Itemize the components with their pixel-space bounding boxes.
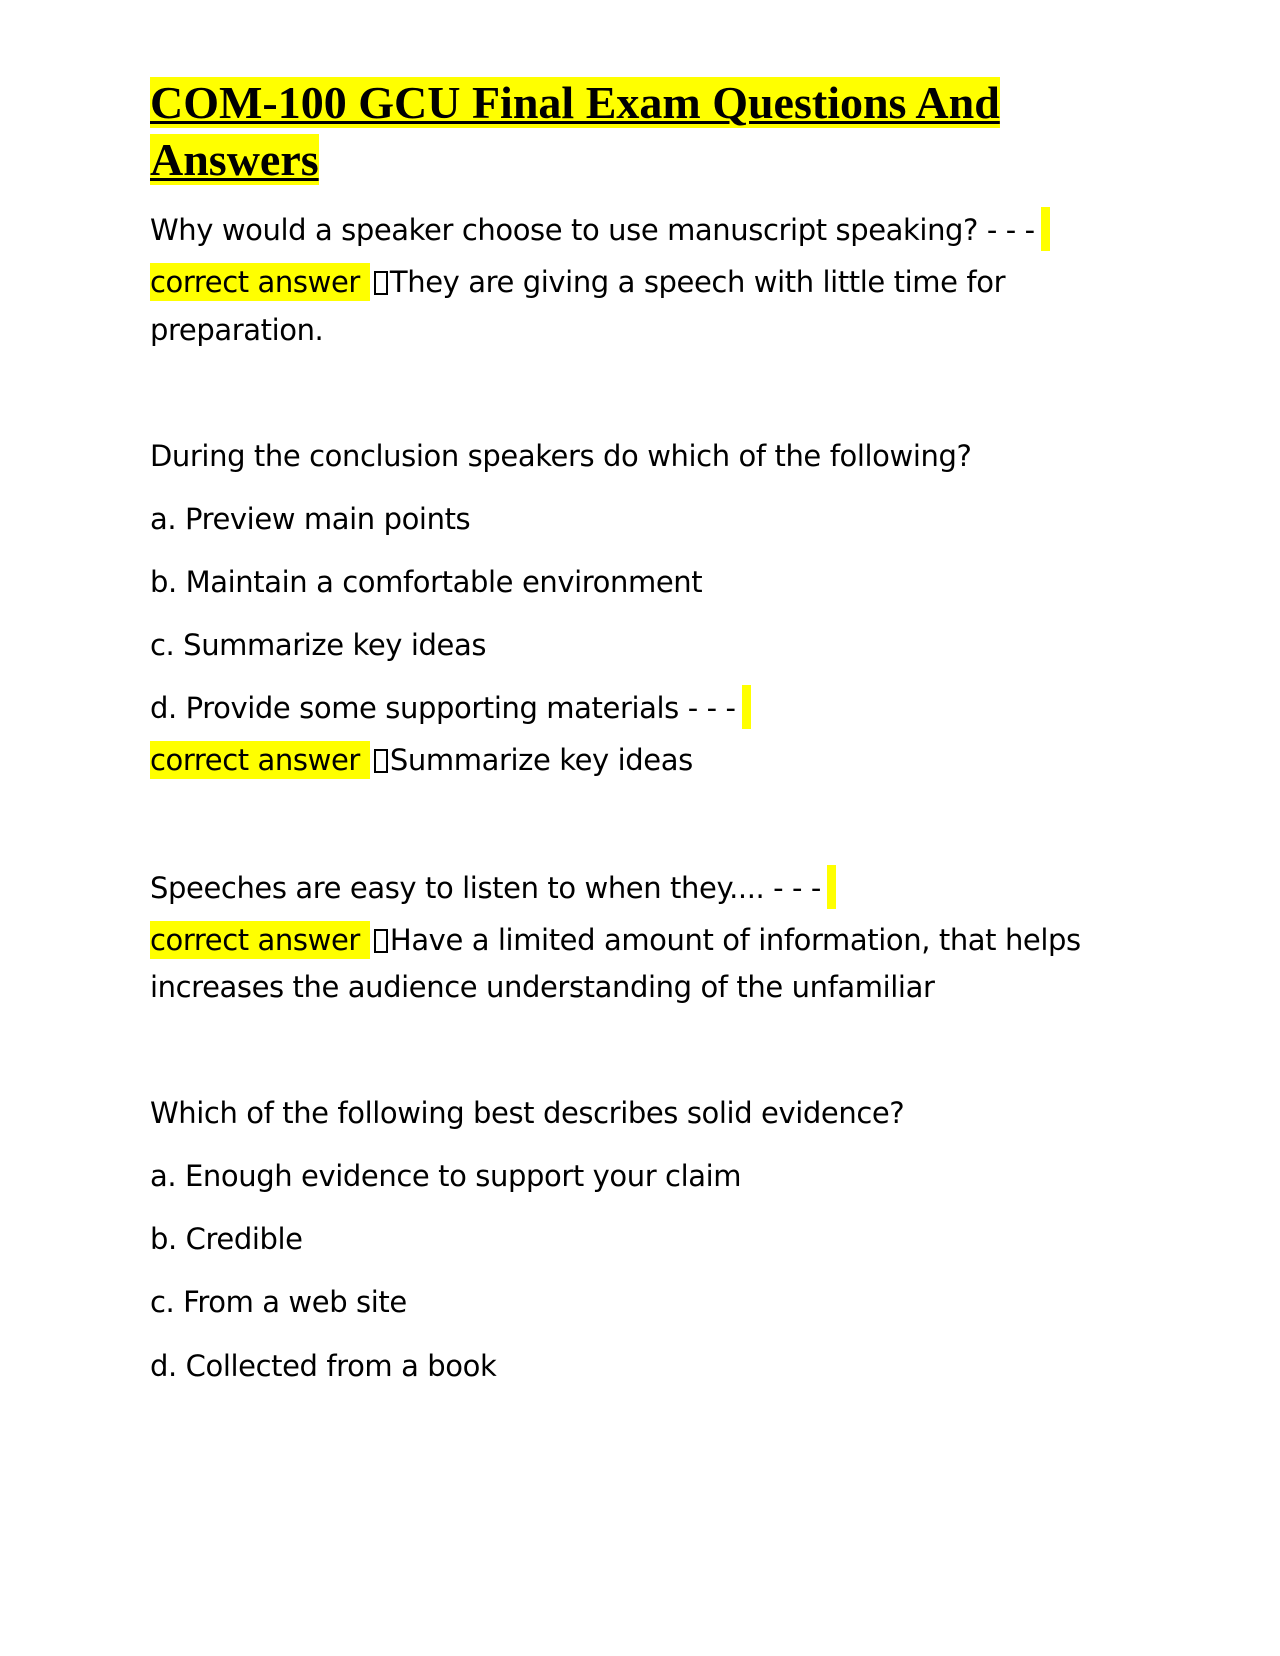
question-1-separator: - - -: [986, 213, 1035, 247]
answer-3: [150, 920, 1081, 960]
question-4-option-a: a. Enough evidence to support your claim: [150, 1159, 742, 1193]
question-2-option-a: a. Preview main points: [150, 502, 471, 536]
answer-3-continuation: increases the audience understanding of the unfamiliar: [150, 970, 935, 1004]
highlight-marker-icon: [827, 865, 836, 909]
answer-2-label: correct answer: [150, 741, 370, 779]
question-4: Which of the following best describes solid evidence?: [150, 1096, 905, 1130]
question-2-option-b: b. Maintain a comfortable environment: [150, 565, 703, 599]
answer-3-text: Have a limited amount of information, that helps: [389, 923, 1081, 957]
question-2: During the conclusion speakers do which of the following?: [150, 439, 972, 473]
answer-1-continuation: preparation.: [150, 313, 324, 347]
answer-3-label: correct answer: [150, 921, 370, 959]
question-1: [150, 210, 1050, 250]
highlight-marker-icon: [1041, 207, 1050, 251]
question-3-separator: - - -: [773, 871, 822, 905]
question-4-option-c: c. From a web site: [150, 1285, 407, 1319]
answer-1: [150, 262, 1005, 302]
question-2-option-d-text: d. Provide some supporting materials: [150, 691, 679, 725]
question-2-option-d: [150, 688, 751, 728]
answer-2: [150, 740, 693, 780]
question-4-option-b: b. Credible: [150, 1222, 303, 1256]
checkbox-square-icon: [374, 271, 388, 295]
question-1-text: Why would a speaker choose to use manuscript speaking?: [150, 213, 979, 247]
page-title: [150, 74, 1110, 188]
question-3: [150, 868, 836, 908]
question-2-option-c: c. Summarize key ideas: [150, 628, 487, 662]
answer-2-text: Summarize key ideas: [389, 743, 693, 777]
answer-1-text: They are giving a speech with little time for: [389, 265, 1006, 299]
question-2-separator: - - -: [687, 691, 736, 725]
highlight-marker-icon: [742, 685, 751, 729]
answer-1-label: correct answer: [150, 263, 370, 301]
question-4-option-d: d. Collected from a book: [150, 1349, 497, 1383]
question-3-text: Speeches are easy to listen to when they....: [150, 871, 765, 905]
checkbox-square-icon: [374, 929, 388, 953]
page-title-text: COM-100 GCU Final Exam Questions And Answers: [150, 77, 1000, 185]
checkbox-square-icon: [374, 749, 388, 773]
